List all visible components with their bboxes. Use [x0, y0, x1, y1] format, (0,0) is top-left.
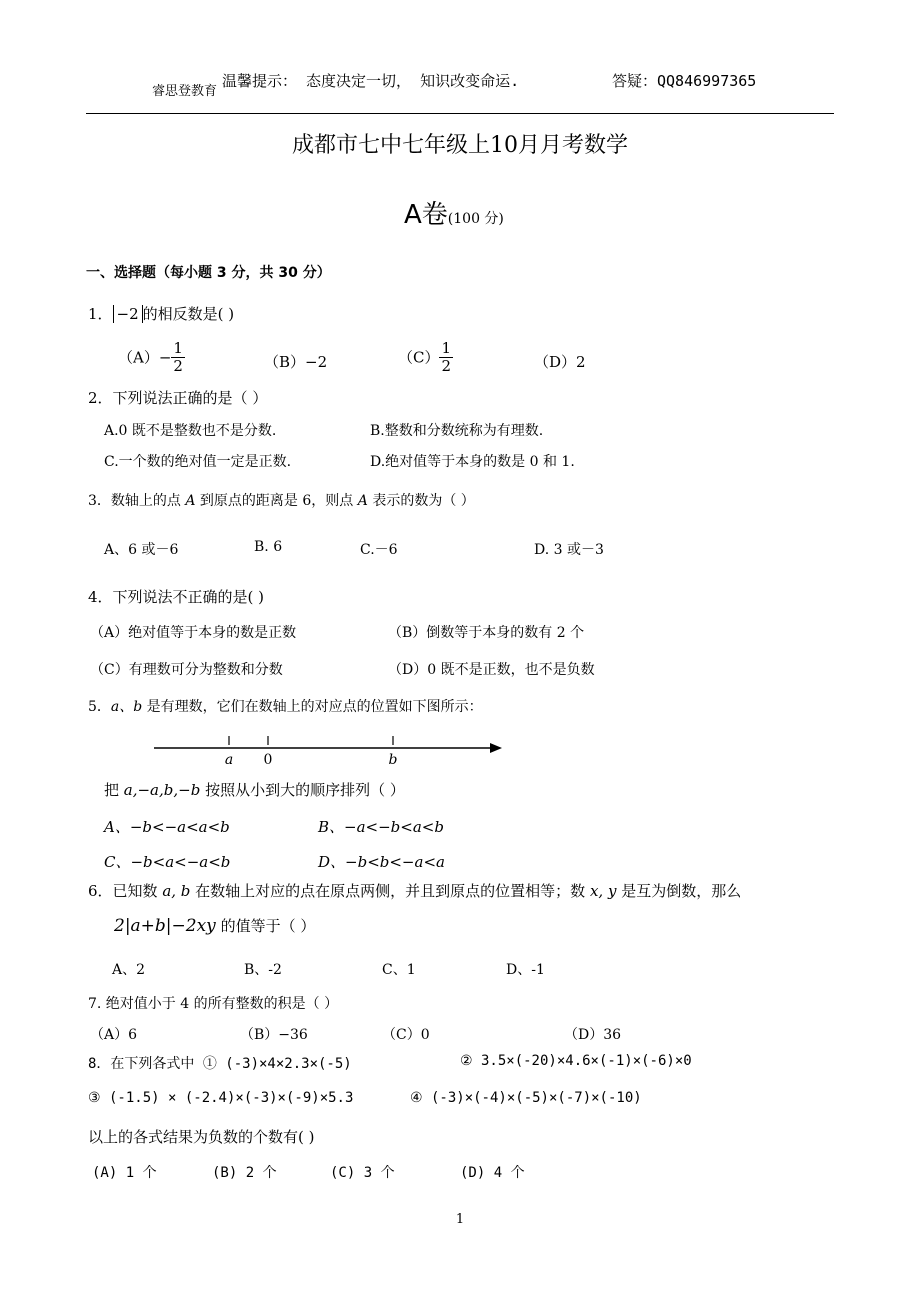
q6-vars-ab: a, b — [162, 882, 191, 900]
page-number: 1 — [455, 1212, 465, 1227]
q1-option-a — [118, 340, 185, 374]
q5-num: 5． — [88, 699, 111, 715]
q7-option-d: （D）36 — [564, 1027, 622, 1043]
q4-stem: 4．下列说法不正确的是( ) — [88, 588, 265, 606]
q5-order-vars: a,−a,b,−b — [123, 781, 201, 799]
q6-stem2-post: 的值等于（ ） — [215, 917, 316, 935]
q8-expr3: ③ (-1.5) × (-2.4)×(-3)×(-9)×5.3 — [88, 1090, 354, 1106]
section-title-score: (100 分) — [447, 211, 504, 227]
q3-stem-mid: 到原点的距离是 6，则点 — [195, 493, 358, 509]
page-title: 成都市七中七年级上10月月考数学 — [292, 133, 628, 158]
q8-stem: 8．在下列各式中 ① (-3)×4×2.3×(-5) — [88, 1056, 352, 1072]
q6-option-b: B、-2 — [244, 962, 282, 978]
q3-var-a2: A — [357, 493, 368, 509]
q1-option-c-label: （C） — [398, 348, 440, 367]
q1-option-c — [398, 340, 453, 374]
q6-vars-xy: x, y — [589, 882, 617, 900]
section-title — [404, 194, 504, 231]
number-line-diagram — [150, 728, 510, 768]
part1-heading: 一、选择题（每小题 3 分，共 30 分） — [86, 265, 331, 281]
q8-expr4: ④ (-3)×(-4)×(-5)×(-7)×(-10) — [410, 1090, 642, 1106]
q1-abs: −2 — [113, 305, 143, 323]
q6-stem-pre: 6．已知数 — [88, 882, 163, 900]
q3-option-a: A、6 或－6 — [104, 542, 179, 558]
label-0: 0 — [263, 752, 273, 768]
q1-option-c-num: 1 — [441, 339, 452, 357]
header-contact: 答疑：QQ846997365 — [612, 72, 757, 90]
q3-var-a1: A — [185, 493, 196, 509]
header-brand: 睿思登教育 — [152, 84, 218, 99]
q5-option-a: A、−b<−a<a<b — [104, 818, 230, 836]
header-divider — [86, 113, 834, 114]
q1-option-a-label: （A）− — [118, 348, 172, 367]
q6-stem-post: 是互为倒数，那么 — [616, 882, 742, 900]
q8-question: 以上的各式结果为负数的个数有( ) — [88, 1128, 315, 1146]
q5-vars: a、b — [110, 699, 143, 715]
q6-option-d: D、-1 — [506, 962, 545, 978]
q3-option-c: C.－6 — [360, 542, 398, 558]
header-tip: 温馨提示： 态度决定一切， 知识改变命运. — [222, 72, 520, 90]
q8-option-c: (C) 3 个 — [330, 1165, 395, 1181]
q1-option-a-den: 2 — [173, 356, 183, 375]
q7-stem: 7. 绝对值小于 4 的所有整数的积是（ ） — [88, 996, 339, 1012]
number-line-arrow — [490, 743, 502, 753]
q3-option-b: B. 6 — [254, 539, 283, 555]
q2-option-d: D.绝对值等于本身的数是 0 和 1. — [370, 454, 575, 470]
q1-text: 的相反数是( ) — [142, 305, 235, 323]
q5-order-post: 按照从小到大的顺序排列（ ） — [200, 781, 405, 799]
q4-option-d: （D）0 既不是正数，也不是负数 — [388, 662, 595, 678]
q4-option-b: （B）倒数等于本身的数有 2 个 — [388, 625, 585, 641]
section-title-main: A卷 — [404, 200, 448, 230]
label-a: a — [224, 752, 234, 768]
q3-option-d: D. 3 或－3 — [534, 542, 604, 558]
q5-text: 是有理数，它们在数轴上的对应点的位置如下图所示： — [142, 699, 483, 715]
q1-option-a-num: 1 — [173, 339, 183, 357]
q6-stem-mid: 在数轴上对应的点在原点两侧，并且到原点的位置相等；数 — [190, 882, 590, 900]
q2-stem: 2．下列说法正确的是（ ） — [88, 389, 268, 407]
q3-stem — [88, 490, 475, 510]
q7-option-c: （C）0 — [382, 1027, 430, 1043]
q3-stem-pre: 3．数轴上的点 — [88, 493, 186, 509]
label-b: b — [388, 752, 398, 768]
q6-stem-line1 — [88, 880, 741, 901]
q4-option-c: （C）有理数可分为整数和分数 — [90, 662, 283, 678]
q1-option-b: （B）−2 — [264, 353, 328, 371]
q4-option-a: （A）绝对值等于本身的数是正数 — [90, 625, 297, 641]
q2-option-b: B.整数和分数统称为有理数. — [370, 423, 544, 439]
q8-option-d: (D) 4 个 — [460, 1165, 525, 1181]
q8-option-b: (B) 2 个 — [212, 1165, 277, 1181]
q8-expr2: ② 3.5×(-20)×4.6×(-1)×(-6)×0 — [460, 1053, 692, 1069]
q6-option-a: A、2 — [112, 962, 146, 978]
q5-order-question — [104, 779, 405, 800]
q5-stem — [88, 696, 483, 716]
q5-order-pre: 把 — [104, 781, 124, 799]
q5-option-c: C、−b<a<−a<b — [104, 853, 231, 871]
q7-option-b: （B）−36 — [240, 1027, 308, 1043]
q2-option-c: C.一个数的绝对值一定是正数. — [104, 454, 292, 470]
q2-option-a: A.0 既不是整数也不是分数. — [104, 423, 277, 439]
q5-option-d: D、−b<b<−a<a — [318, 853, 445, 871]
q1-option-d: （D）2 — [534, 353, 586, 371]
q1-num: 1． — [88, 305, 113, 323]
q6-option-c: C、1 — [382, 962, 416, 978]
q8-option-a: (A) 1 个 — [92, 1165, 157, 1181]
q5-option-b: B、−a<−b<a<b — [318, 818, 444, 836]
q1-stem — [88, 303, 234, 324]
q6-stem-line2 — [114, 915, 315, 936]
q3-stem-post: 表示的数为（ ） — [367, 493, 475, 509]
q7-option-a: （A）6 — [90, 1027, 138, 1043]
q1-option-c-den: 2 — [441, 356, 452, 375]
q6-expression: 2|a+b|−2xy — [114, 916, 216, 936]
